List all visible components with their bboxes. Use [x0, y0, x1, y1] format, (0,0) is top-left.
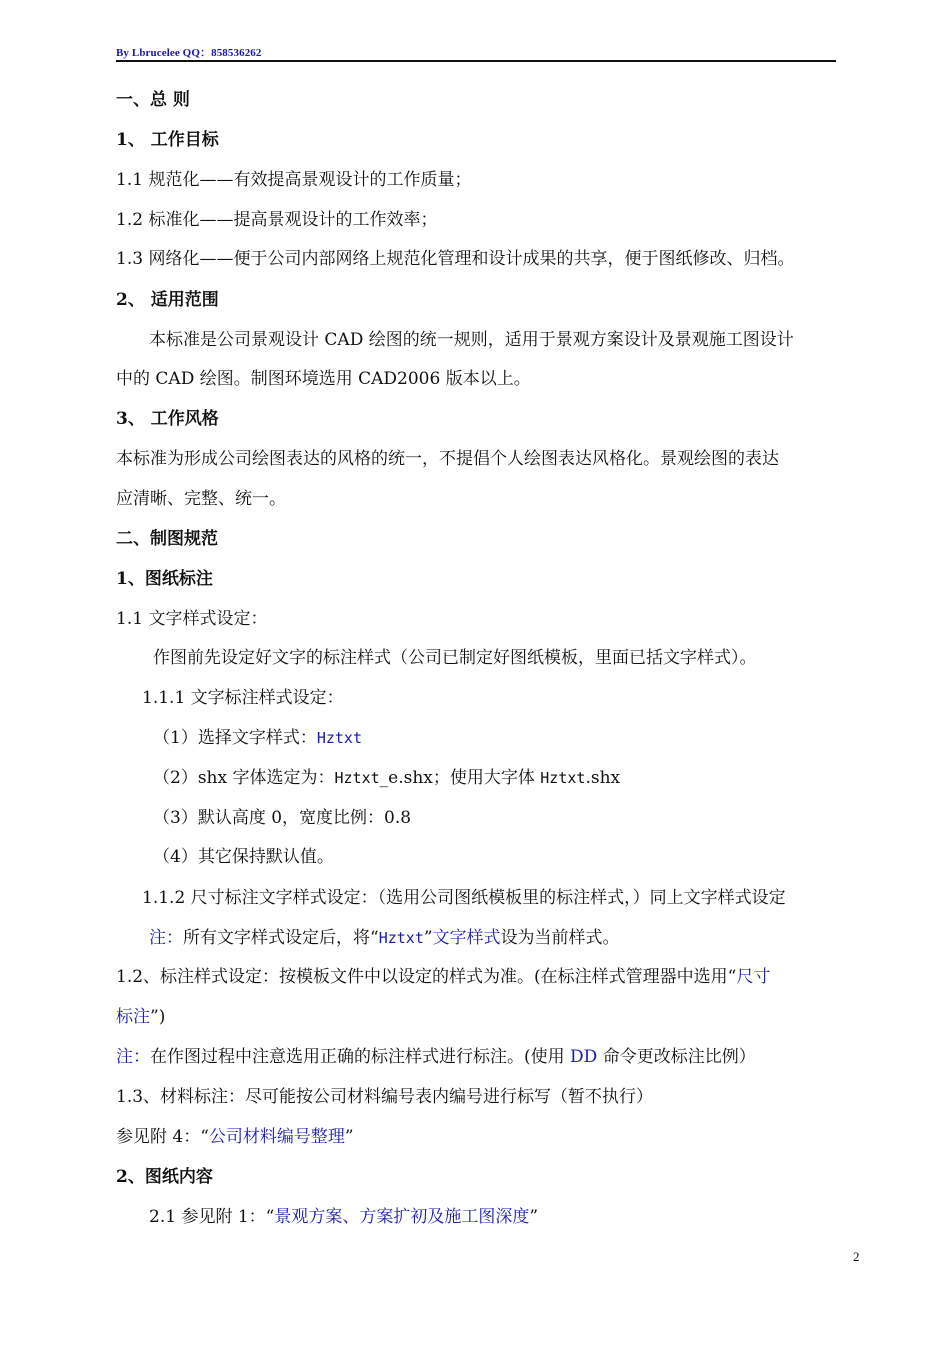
page-number: 2	[853, 1249, 860, 1264]
dimension-style-name-part-1: 尺寸	[736, 967, 771, 987]
note-1-text-b: ”	[423, 928, 433, 948]
section-scope-title: 2、 适用范围	[116, 290, 219, 310]
note-1-style-label: 文字样式	[432, 928, 501, 948]
drawing-annotation-title: 1、图纸标注	[116, 569, 213, 589]
dimension-style-close: ”)	[150, 1007, 166, 1027]
drawing-content-title: 2、图纸内容	[116, 1167, 213, 1187]
appendix-4-suffix: ”	[344, 1127, 354, 1147]
scope-paragraph-line-2: 中的 CAD 绘图。制图环境选用 CAD2006 版本以上。	[116, 369, 531, 389]
appendix-4-link[interactable]: 公司材料编号整理	[208, 1127, 345, 1147]
note-1-text-a: 所有文字样式设定后，将“	[183, 928, 379, 948]
appendix-1-link[interactable]: 景观方案、方案扩初及施工图深度	[274, 1207, 530, 1227]
style-paragraph-line-1: 本标准为形成公司绘图表达的风格的统一，不提倡个人绘图表达风格化。景观绘图的表达	[116, 449, 779, 469]
note-2	[116, 1046, 756, 1068]
note-2-text-c: 命令更改标注比例）	[597, 1047, 756, 1067]
text-style-value: Hztxt	[316, 729, 362, 747]
note-1-label: 注：	[149, 928, 183, 948]
appendix-1-prefix: 2.1 参见附 1：“	[149, 1207, 275, 1227]
section-drawing-title: 二、制图规范	[116, 529, 218, 549]
note-1	[149, 927, 620, 949]
section-goal-title: 1、 工作目标	[116, 130, 219, 150]
appendix-4-reference	[116, 1126, 354, 1148]
section-style-title: 3、 工作风格	[116, 409, 219, 429]
list-item-2-mid: _e.shx；使用大字体	[379, 768, 541, 788]
big-font-name: Hztxt	[540, 769, 586, 787]
list-item-2-label: （2）shx 字体选定为：	[153, 768, 335, 788]
dimension-style-setting-line-2	[116, 1006, 165, 1028]
text-style-subsection: 1.1.1 文字标注样式设定：	[142, 688, 344, 708]
text-style-paragraph: 作图前先设定好文字的标注样式（公司已制定好图纸模板，里面已括文字样式）。	[153, 648, 757, 668]
dd-command: DD	[570, 1047, 598, 1067]
note-2-label: 注：	[116, 1047, 150, 1067]
note-1-text-d: 设为当前样式。	[500, 928, 620, 948]
dimension-style-text: 1.2、标注样式设定：按模板文件中以设定的样式为准。(在标注样式管理器中选用“	[116, 967, 737, 987]
dimension-text-style-setting: 1.1.2 尺寸标注文字样式设定：（选用公司图纸模板里的标注样式，）同上文字样式设定	[142, 888, 786, 908]
dimension-style-name-part-2: 标注	[116, 1007, 150, 1027]
list-item-2	[153, 767, 620, 789]
appendix-1-reference	[149, 1206, 538, 1228]
goal-item-1: 1.1 规范化——有效提高景观设计的工作质量；	[116, 170, 472, 190]
goal-item-2: 1.2 标准化——提高景观设计的工作效率；	[116, 210, 438, 230]
header-rule	[116, 60, 836, 62]
appendix-1-suffix: ”	[529, 1207, 539, 1227]
page-header: By Lbrucelee QQ：858536262	[116, 47, 262, 59]
list-item-3: （3）默认高度 0，宽度比例：0.8	[153, 808, 412, 828]
material-annotation: 1.3、材料标注：尽可能按公司材料编号表内编号进行标写（暂不执行）	[116, 1087, 654, 1107]
style-paragraph-line-2: 应清晰、完整、统一。	[116, 489, 286, 509]
list-item-1-label: （1）选择文字样式：	[153, 728, 317, 748]
shx-font-name: Hztxt	[334, 769, 380, 787]
scope-paragraph-line-1: 本标准是公司景观设计 CAD 绘图的统一规则，适用于景观方案设计及景观施工图设计	[149, 330, 794, 350]
appendix-4-prefix: 参见附 4：“	[116, 1127, 209, 1147]
dimension-style-setting-line-1	[116, 966, 770, 988]
note-2-text-a: 在作图过程中注意选用正确的标注样式进行标注。(使用	[150, 1047, 571, 1067]
section-general-title: 一、总 则	[116, 90, 190, 110]
list-item-1	[153, 727, 362, 749]
text-style-setting: 1.1 文字样式设定：	[116, 609, 268, 629]
note-1-style-value: Hztxt	[378, 929, 424, 947]
list-item-4: （4）其它保持默认值。	[153, 847, 334, 867]
goal-item-3: 1.3 网络化——便于公司内部网络上规范化管理和设计成果的共享，便于图纸修改、归档。	[116, 249, 795, 269]
list-item-2-suffix: .shx	[585, 768, 621, 788]
